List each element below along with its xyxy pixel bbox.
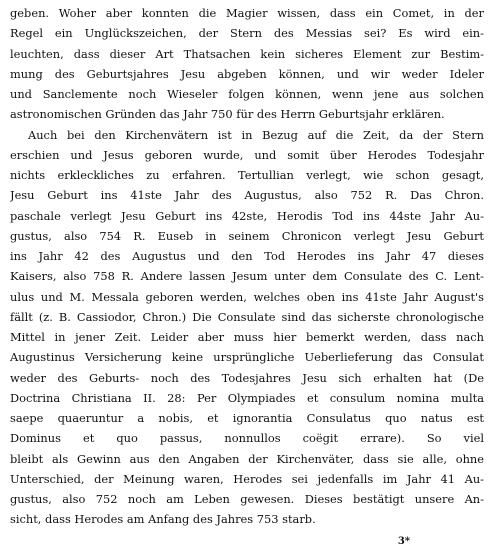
text-line: bleibt als Gewinn aus den Angaben der Kirchenväter, dass sie alle, ohne [10, 451, 484, 466]
text-line: Unterschied, der Meinung waren, Herodes sei jedenfalls im Jahr 41 Au- [10, 471, 484, 486]
text-line: ulus und M. Messala geboren werden, welches oben ins 41ste Jahr August's [10, 289, 484, 304]
text-line: geben. Woher aber konnten die Magier wissen, dass ein Comet, in der [10, 6, 484, 20]
text-line: erschien und Jesus geboren wurde, und somit über Herodes Todesjahr [10, 147, 484, 162]
text-line: leuchten, dass dieser Art Thatsachen kein sicheres Element zur Bestim- [10, 46, 484, 61]
text-line: Jesu Geburt ins 41ste Jahr des Augustus, also 752 R. Das Chron. [10, 188, 484, 203]
paragraph-2 [10, 125, 484, 530]
text-line: paschale verlegt Jesu Geburt ins 42ste, Herodis Tod ins 44ste Jahr Au- [10, 208, 484, 223]
signature-mark: 3* [397, 536, 410, 547]
text-line: saepe quaeruntur a nobis, et ignorantia Consulatus quo natus est [10, 411, 484, 425]
text-line: Dominus et quo passus, nonnullos coëgit errare). So viel [10, 431, 484, 446]
text-line: Auch bei den Kirchenvätern ist in Bezug auf die Zeit, da der Stern [28, 127, 484, 142]
text-line: Mittel in jener Zeit. Leider aber muss hier bemerkt werden, dass nach [10, 330, 484, 344]
text-line: gustus, also 754 R. Euseb in seinem Chronicon verlegt Jesu Geburt [10, 228, 484, 243]
text-line: Kaisers, also 758 R. Andere lassen Jesum unter dem Consulate des C. Lent- [10, 269, 484, 284]
text-line: astronomischen Gründen das Jahr 750 für des Herrn Geburtsjahr erklären. [10, 107, 445, 122]
text-line: und Sanclemente noch Wieseler folgen können, wenn jene aus solchen [10, 87, 484, 101]
text-line: Augustinus Versicherung keine ursprüngliche Ueberlieferung das Consulat [10, 350, 484, 365]
text-line: mung des Geburtsjahres Jesu abgeben können, und wir weder Ideler [10, 66, 484, 81]
text-line: ins Jahr 42 des Augustus und den Tod Herodes ins Jahr 47 dieses [10, 249, 484, 263]
text-line: sicht, dass Herodes am Anfang des Jahres 753 starb. [10, 512, 316, 527]
text-line: weder des Geburts- noch des Todesjahres Jesu sich erhalten hat (De [10, 370, 484, 385]
paragraph-1 [10, 3, 484, 125]
text-line: fällt (z. B. Cassiodor, Chron.) Die Consulate sind das sicherste chronologische [10, 309, 484, 324]
text-line: gustus, also 752 noch am Leben gewesen. Dieses bestätigt unsere An- [10, 492, 484, 506]
text-line: Doctrina Christiana II. 28: Per Olympiades et consulum nomina multa [10, 390, 484, 405]
text-line: nichts erkleckliches zu erfahren. Tertullian verlegt, wie schon gesagt, [10, 168, 484, 182]
text-line: Regel ein Unglückszeichen, der Stern des Messias sei? Es wird ein- [10, 26, 484, 41]
